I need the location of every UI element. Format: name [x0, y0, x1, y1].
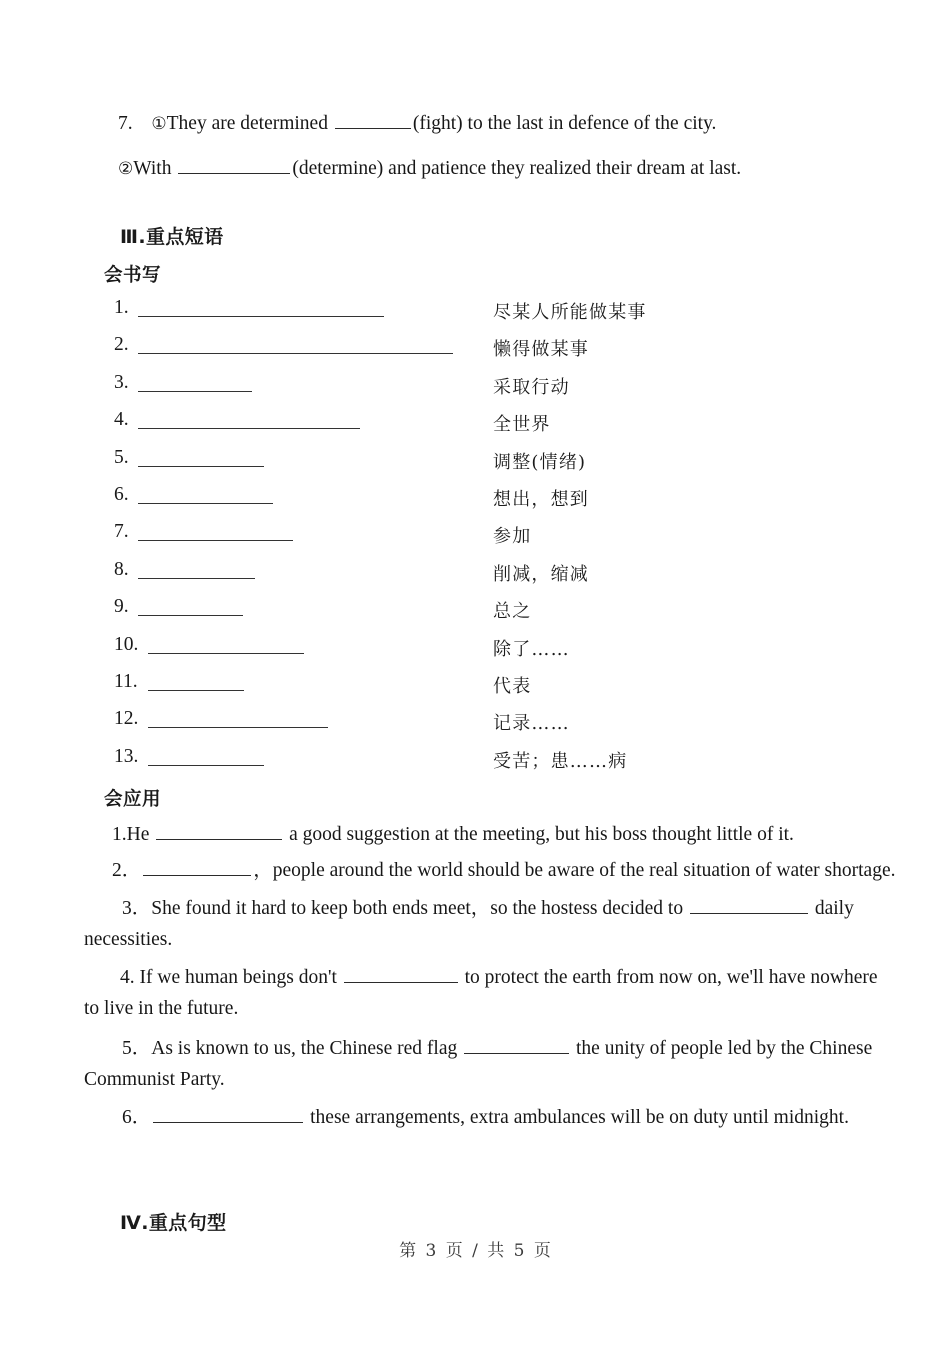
- apply-item-6-line1: [122, 1104, 849, 1127]
- fill-blank-apply-3[interactable]: [690, 895, 808, 914]
- phrase-meaning: 代表: [493, 676, 532, 697]
- phrase-meaning: 采取行动: [493, 376, 570, 398]
- phrase-number: 1.: [114, 297, 129, 318]
- item-2-text-before: With: [133, 157, 177, 179]
- phrase-meaning: 受苦；患……病: [493, 750, 628, 772]
- item-2-text-after: (determine) and patience they realized their dream at last.: [292, 157, 742, 179]
- subheading-apply: 会应用: [104, 789, 162, 810]
- phrase-answer-blank[interactable]: [148, 727, 328, 728]
- item-marker-2: ②: [118, 158, 134, 179]
- apply-6-pre: 6．: [122, 1106, 152, 1128]
- apply-3-pre: 3．She found it hard to keep both ends meet，so the hostess decided to: [122, 897, 688, 919]
- phrase-meaning: 削减，缩减: [493, 563, 589, 585]
- apply-5-pre: 5．As is known to us, the Chinese red flag: [122, 1037, 463, 1059]
- phrase-answer-blank[interactable]: [138, 353, 453, 354]
- apply-4-post: to protect the earth from now on, we'll have nowhere: [459, 966, 878, 988]
- phrase-meaning: 全世界: [493, 414, 551, 436]
- phrase-number: 13.: [114, 745, 139, 767]
- phrase-answer-blank[interactable]: [138, 466, 264, 467]
- fill-blank-apply-5[interactable]: [464, 1035, 569, 1054]
- phrase-meaning: 懒得做某事: [493, 339, 589, 361]
- apply-item-1: [112, 821, 794, 844]
- phrase-answer-blank[interactable]: [138, 503, 273, 504]
- phrase-meaning: 总之: [493, 601, 532, 623]
- apply-1-pre: 1.He: [112, 823, 155, 845]
- phrase-number: 5.: [114, 446, 129, 468]
- apply-6-post: these arrangements, extra ambulances will be on duty until midnight.: [305, 1106, 849, 1128]
- apply-5-post: the unity of people led by the Chinese: [571, 1037, 873, 1059]
- phrase-meaning: 尽某人所能做某事: [493, 302, 647, 323]
- phrase-number: 3.: [114, 371, 129, 393]
- fill-blank-7-1[interactable]: [335, 110, 411, 129]
- apply-2-post: ，people around the world should be aware of the real situation of water shortage.: [253, 859, 896, 881]
- apply-item-3-line1: [122, 895, 854, 918]
- phrase-answer-blank[interactable]: [138, 540, 293, 541]
- exercise-7-item-2: [118, 155, 741, 178]
- apply-item-3-line2: necessities.: [84, 929, 173, 950]
- fill-blank-apply-1[interactable]: [156, 821, 282, 840]
- phrase-answer-blank[interactable]: [148, 690, 244, 691]
- section-iv-heading: Ⅳ.重点句型: [120, 1212, 227, 1234]
- item-marker-1: ①: [151, 113, 167, 134]
- apply-1-post: a good suggestion at the meeting, but his boss thought little of it.: [284, 823, 794, 845]
- fill-blank-apply-4[interactable]: [344, 964, 458, 983]
- phrase-answer-blank[interactable]: [138, 391, 252, 392]
- phrase-number: 4.: [114, 409, 129, 431]
- phrase-number: 2.: [114, 334, 129, 356]
- exercise-7-number: 7.: [118, 112, 133, 134]
- page-footer: 第 3 页 / 共 5 页: [399, 1241, 553, 1261]
- item-1-text-before: They are determined: [166, 112, 333, 134]
- phrase-number: 6.: [114, 484, 129, 505]
- phrase-number: 9.: [114, 596, 129, 618]
- apply-4-pre: 4. If we human beings don't: [120, 966, 342, 988]
- apply-item-2: [112, 857, 895, 880]
- phrase-answer-blank[interactable]: [148, 653, 304, 654]
- phrase-number: 12.: [114, 708, 139, 730]
- fill-blank-7-2[interactable]: [178, 155, 290, 174]
- phrase-answer-blank[interactable]: [138, 428, 360, 429]
- subheading-write: 会书写: [104, 265, 162, 286]
- phrase-meaning: 参加: [493, 526, 532, 548]
- phrase-meaning: 调整(情绪): [493, 451, 587, 473]
- fill-blank-apply-6[interactable]: [153, 1104, 303, 1123]
- phrase-answer-blank[interactable]: [138, 615, 243, 616]
- apply-item-5-line2: Communist Party.: [84, 1069, 225, 1090]
- apply-item-4-line2: to live in the future.: [84, 998, 239, 1019]
- phrase-meaning: 记录……: [493, 713, 570, 735]
- phrase-number: 8.: [114, 558, 129, 580]
- apply-item-4-line1: [120, 964, 878, 987]
- apply-2-pre: 2．: [112, 859, 142, 881]
- fill-blank-apply-2[interactable]: [143, 857, 251, 876]
- phrase-answer-blank[interactable]: [148, 765, 264, 766]
- phrase-meaning: 除了……: [493, 638, 570, 660]
- phrase-meaning: 想出，想到: [493, 489, 589, 510]
- phrase-answer-blank[interactable]: [138, 316, 384, 317]
- phrase-number: 11.: [114, 671, 138, 692]
- apply-3-post: daily: [809, 897, 854, 919]
- item-1-text-after: (fight) to the last in defence of the city.: [412, 112, 717, 134]
- phrase-number: 7.: [114, 521, 129, 543]
- apply-item-5-line1: [122, 1035, 872, 1058]
- exercise-7-item-1: [118, 110, 716, 133]
- section-iii-heading: Ⅲ.重点短语: [120, 226, 224, 248]
- phrase-answer-blank[interactable]: [138, 578, 255, 579]
- phrase-number: 10.: [114, 633, 139, 655]
